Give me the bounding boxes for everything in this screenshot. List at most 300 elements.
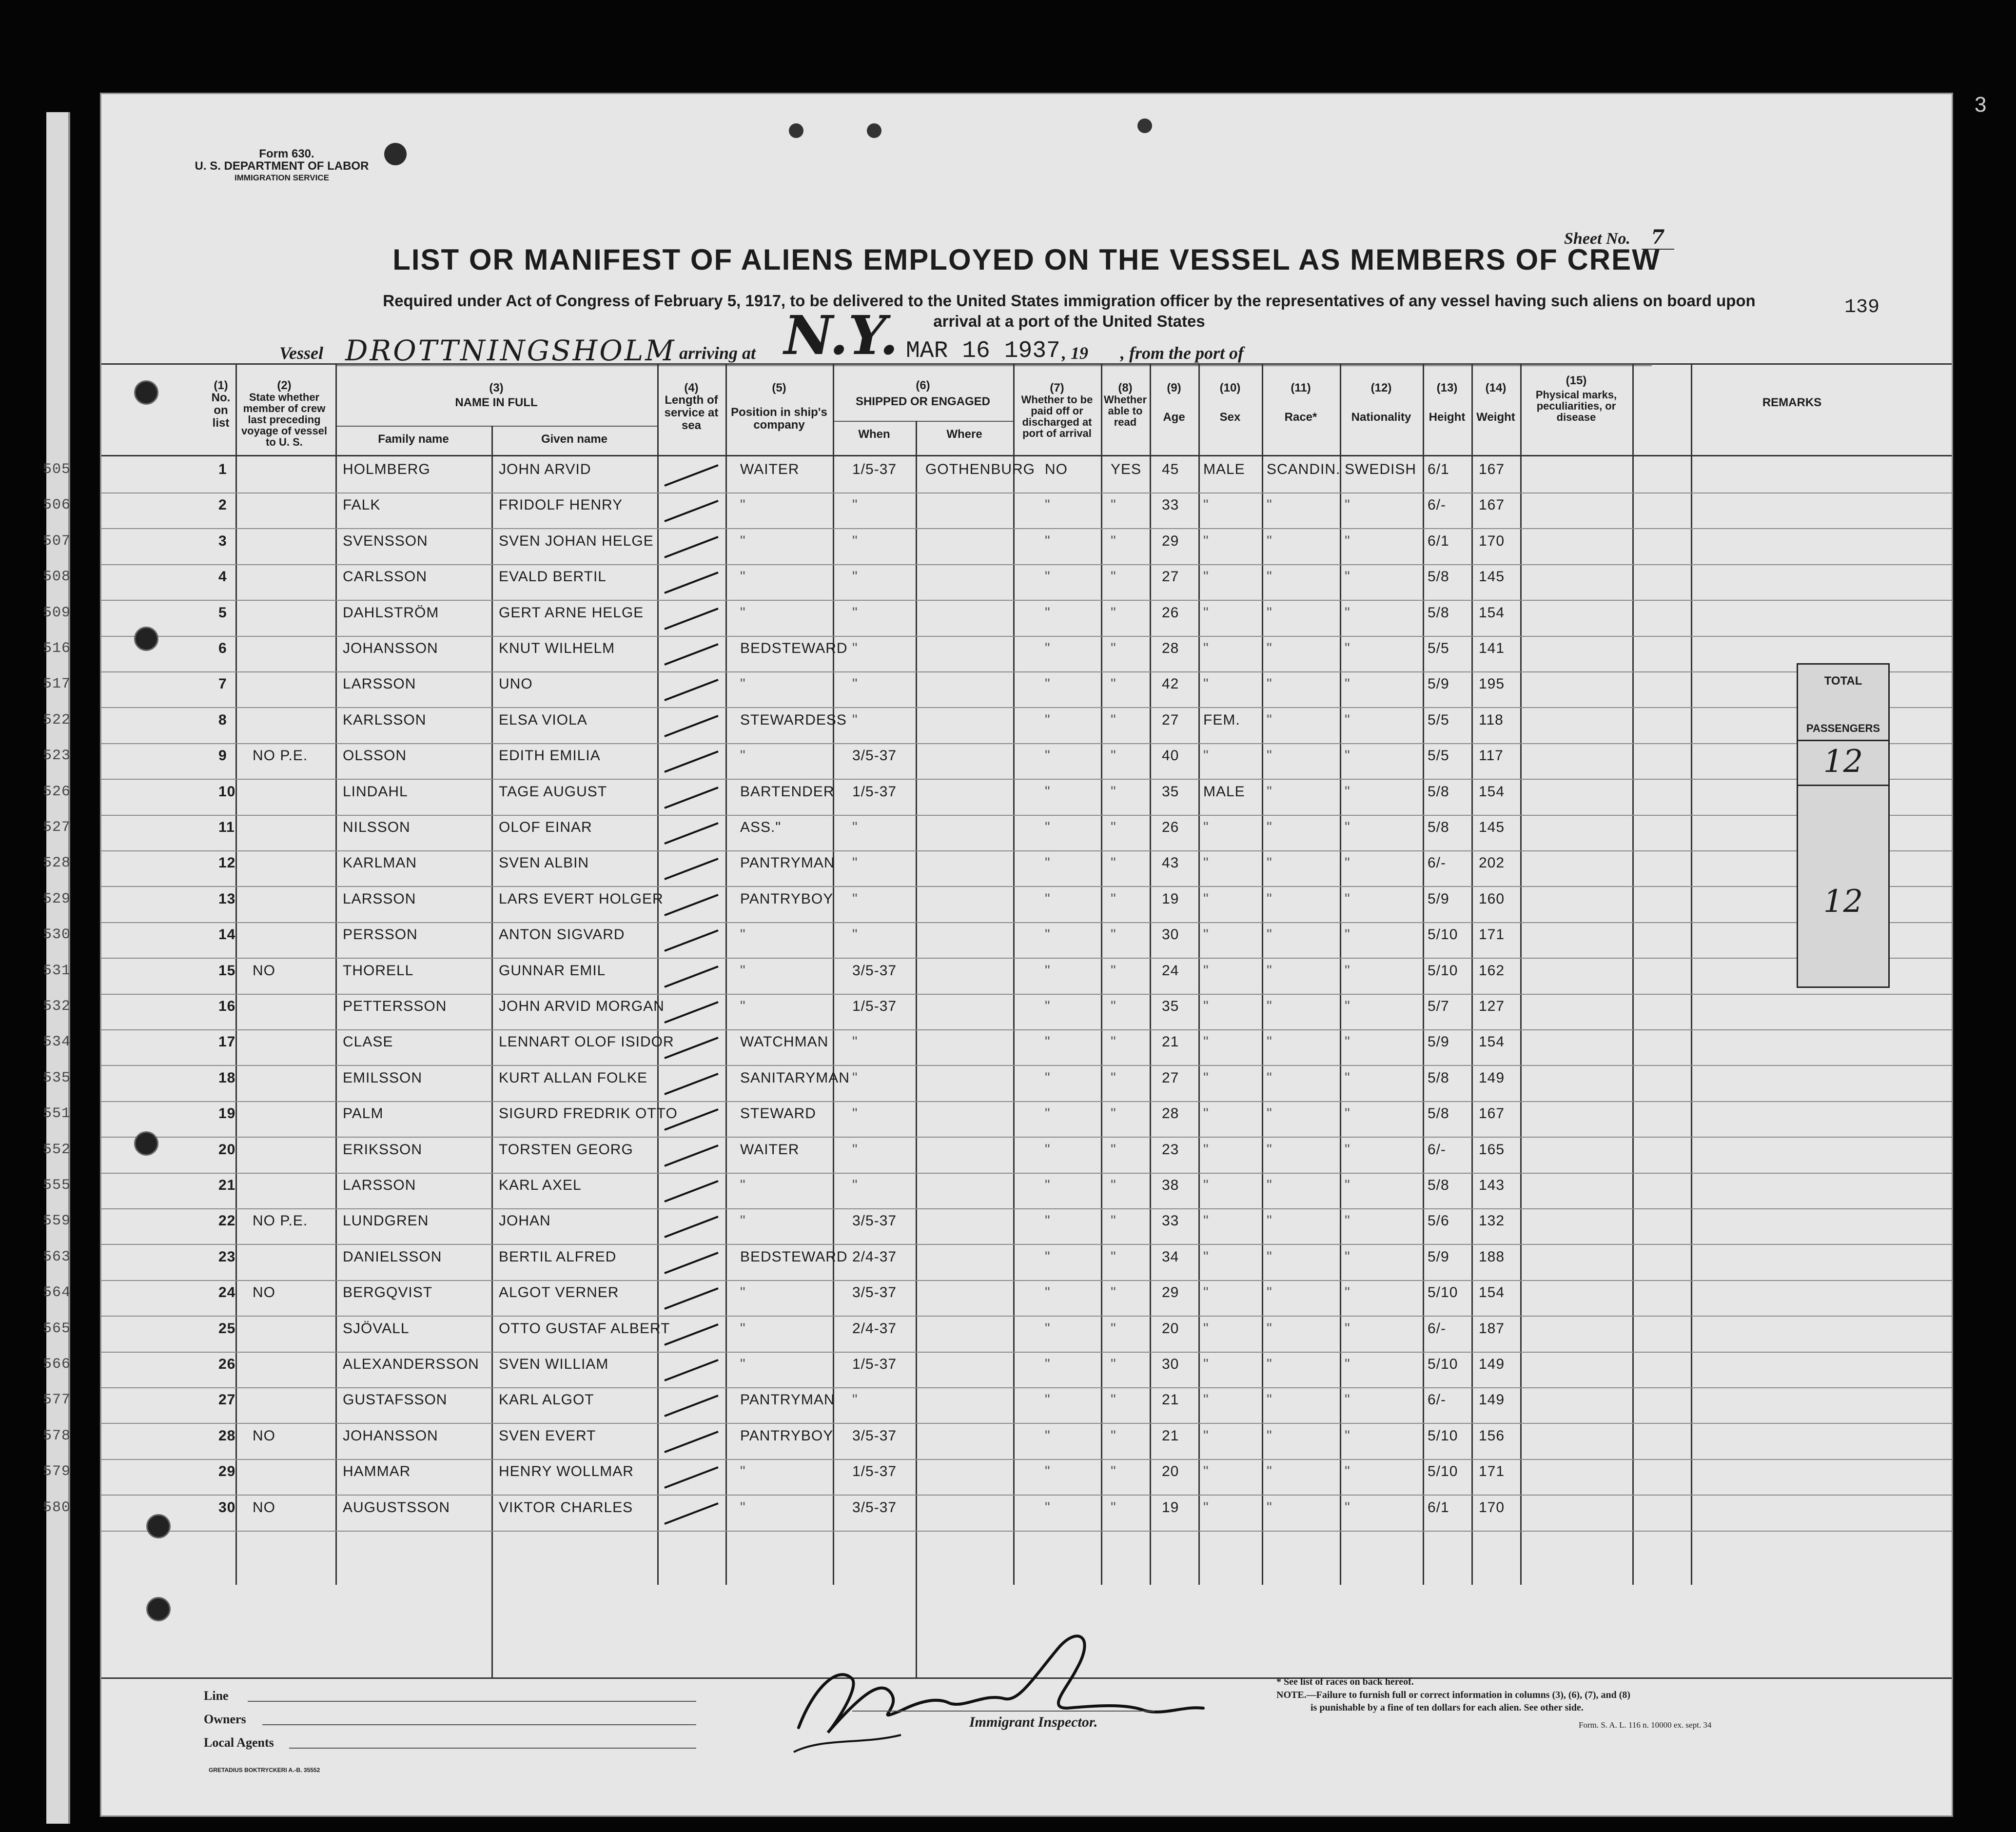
- service-name: IMMIGRATION SERVICE: [235, 173, 329, 182]
- able-to-read: ": [1111, 1141, 1116, 1158]
- table-row: [43, 959, 1952, 994]
- table-row: [43, 672, 1952, 708]
- shipped-when: ": [852, 855, 858, 871]
- col13-number: (13): [1436, 381, 1458, 394]
- given-name: KARL ALGOT: [499, 1392, 594, 1408]
- nationality: ": [1345, 1284, 1351, 1301]
- line-id: 555: [43, 1177, 71, 1194]
- nationality: ": [1345, 783, 1351, 800]
- family-name: FALK: [343, 497, 381, 513]
- position-in-company: WAITER: [740, 461, 800, 477]
- weight: 167: [1479, 1105, 1505, 1122]
- page-title: LIST OR MANIFEST OF ALIENS EMPLOYED ON THE VESSEL AS MEMBERS OF CREW: [392, 243, 1661, 276]
- family-name: CARLSSON: [343, 569, 428, 585]
- nationality: ": [1345, 1141, 1351, 1158]
- line-id: 529: [43, 890, 71, 907]
- nationality: ": [1345, 1356, 1351, 1372]
- family-name: LUNDGREN: [343, 1213, 429, 1229]
- nationality: ": [1345, 1177, 1351, 1193]
- race: ": [1267, 1320, 1272, 1337]
- paid-off: ": [1045, 1248, 1051, 1265]
- family-name: THORELL: [343, 962, 414, 979]
- position-in-company: ": [740, 1177, 746, 1193]
- table-row: [43, 1138, 1952, 1173]
- service-check-mark: [660, 1392, 723, 1421]
- sex: ": [1203, 890, 1209, 907]
- shipped-when: 1/5-37: [852, 461, 897, 477]
- age: 38: [1162, 1177, 1179, 1193]
- able-to-read: ": [1111, 1463, 1116, 1480]
- sex: ": [1203, 1284, 1209, 1301]
- given-name: ALGOT VERNER: [499, 1284, 619, 1301]
- service-check-mark: [660, 1428, 723, 1457]
- family-name: KARLMAN: [343, 855, 417, 871]
- family-name: ERIKSSON: [343, 1141, 423, 1158]
- nationality: ": [1345, 1463, 1351, 1480]
- line-id: 534: [43, 1034, 71, 1051]
- paid-off: ": [1045, 926, 1051, 943]
- age: 29: [1162, 532, 1179, 549]
- col3-number: (3): [489, 381, 504, 394]
- shipped-when: 3/5-37: [852, 962, 897, 979]
- paid-off: ": [1045, 569, 1051, 585]
- nationality: ": [1345, 1034, 1351, 1050]
- paid-off: ": [1045, 1499, 1051, 1516]
- weight: 188: [1479, 1248, 1505, 1265]
- race: ": [1267, 1213, 1272, 1229]
- race: ": [1267, 604, 1272, 621]
- height: 6/-: [1428, 855, 1447, 871]
- paid-off: ": [1045, 676, 1051, 692]
- race: ": [1267, 711, 1272, 728]
- given-name: LARS EVERT HOLGER: [499, 890, 664, 907]
- weight: 195: [1479, 676, 1505, 692]
- race: ": [1267, 1427, 1272, 1444]
- height: 5/5: [1428, 640, 1449, 656]
- family-name: EMILSSON: [343, 1069, 423, 1086]
- service-check-mark: [660, 1070, 723, 1099]
- weight: 202: [1479, 855, 1505, 871]
- table-row: [43, 565, 1952, 600]
- paid-off: ": [1045, 1356, 1051, 1372]
- service-check-mark: [660, 1249, 723, 1278]
- given-name: OTTO GUSTAF ALBERT: [499, 1320, 670, 1337]
- nationality: ": [1345, 569, 1351, 585]
- sex: ": [1203, 1248, 1209, 1265]
- col6-header: SHIPPED OR ENGAGED: [855, 395, 991, 408]
- table-row: [43, 601, 1952, 636]
- given-name: VIKTOR CHARLES: [499, 1499, 633, 1516]
- col1-number: (1): [214, 379, 228, 392]
- corner-mark: 3: [1975, 93, 1987, 117]
- shipped-when: 1/5-37: [852, 783, 897, 800]
- shipped-when: ": [852, 1105, 858, 1122]
- table-row: [43, 1102, 1952, 1137]
- col10-number: (10): [1219, 381, 1241, 394]
- family-name: LARSSON: [343, 676, 416, 692]
- table-row: [43, 529, 1952, 565]
- service-check-mark: [660, 748, 723, 777]
- given-name: SVEN JOHAN HELGE: [499, 532, 654, 549]
- nationality: ": [1345, 1105, 1351, 1122]
- race: ": [1267, 1177, 1272, 1193]
- position-in-company: ": [740, 676, 746, 692]
- given-name: KARL AXEL: [499, 1177, 582, 1193]
- line-id: 516: [43, 640, 71, 657]
- position-in-company: ": [740, 1284, 746, 1301]
- family-name: JOHANSSON: [343, 640, 438, 656]
- arriving-label: arriving at: [679, 343, 756, 363]
- list-number: 27: [218, 1392, 236, 1408]
- height: 6/1: [1428, 1499, 1449, 1516]
- race: ": [1267, 748, 1272, 764]
- height: 5/8: [1428, 819, 1449, 835]
- list-number: 17: [218, 1034, 236, 1050]
- page-subtitle-2: arrival at a port of the United States: [933, 312, 1205, 330]
- race: ": [1267, 1034, 1272, 1050]
- height: 5/8: [1428, 569, 1449, 585]
- height: 6/-: [1428, 1392, 1447, 1408]
- family-name: PERSSON: [343, 926, 418, 943]
- height: 5/8: [1428, 1105, 1449, 1122]
- sex: ": [1203, 1213, 1209, 1229]
- able-to-read: ": [1111, 497, 1116, 513]
- age: 33: [1162, 497, 1179, 513]
- list-number: 7: [218, 676, 227, 692]
- sex: ": [1203, 1320, 1209, 1337]
- able-to-read: ": [1111, 962, 1116, 979]
- weight: 149: [1479, 1392, 1505, 1408]
- weight: 170: [1479, 532, 1505, 549]
- col2-number: (2): [277, 379, 292, 392]
- line-id: 522: [43, 711, 71, 729]
- weight: 156: [1479, 1427, 1505, 1444]
- nationality: ": [1345, 855, 1351, 871]
- remarks-header: REMARKS: [1762, 396, 1822, 409]
- weight: 160: [1479, 890, 1505, 907]
- able-to-read: ": [1111, 532, 1116, 549]
- col9-header: Age: [1163, 411, 1185, 424]
- family-name: JOHANSSON: [343, 1427, 438, 1444]
- shipped-when: ": [852, 1034, 858, 1050]
- weight: 117: [1479, 748, 1504, 764]
- shipped-when: ": [852, 1069, 858, 1086]
- sex: ": [1203, 532, 1209, 549]
- race: ": [1267, 1141, 1272, 1158]
- age: 35: [1162, 998, 1179, 1014]
- family-name: SJÖVALL: [343, 1320, 410, 1337]
- from-port-label: , from the port of: [1120, 343, 1244, 363]
- family-name: LARSSON: [343, 1177, 416, 1193]
- position-in-company: PANTRYMAN: [740, 855, 835, 871]
- line-id: 527: [43, 819, 71, 836]
- given-name: EDITH EMILIA: [499, 748, 601, 764]
- line-id: 505: [43, 461, 71, 478]
- paid-off: ": [1045, 890, 1051, 907]
- line-id: 532: [43, 998, 71, 1015]
- race: ": [1267, 532, 1272, 549]
- nationality: ": [1345, 711, 1351, 728]
- nationality: ": [1345, 1392, 1351, 1408]
- list-number: 18: [218, 1069, 236, 1086]
- line-id: 566: [43, 1356, 71, 1373]
- sex: ": [1203, 640, 1209, 656]
- service-check-mark: [660, 497, 723, 526]
- age: 21: [1162, 1034, 1179, 1050]
- weight: 187: [1479, 1320, 1505, 1337]
- weight: 127: [1479, 998, 1505, 1014]
- position-in-company: ": [740, 497, 746, 513]
- race: ": [1267, 497, 1272, 513]
- service-check-mark: [660, 998, 723, 1027]
- nationality: ": [1345, 1320, 1351, 1337]
- list-number: 6: [218, 640, 227, 656]
- table-row: [43, 1066, 1952, 1102]
- list-number: 25: [218, 1320, 236, 1337]
- inspector-signature: [755, 1606, 1291, 1767]
- height: 5/10: [1428, 926, 1458, 943]
- position-in-company: WAITER: [740, 1141, 800, 1158]
- given-name: KURT ALLAN FOLKE: [499, 1069, 648, 1086]
- sex: ": [1203, 1177, 1209, 1193]
- paid-off: ": [1045, 1034, 1051, 1050]
- able-to-read: ": [1111, 890, 1116, 907]
- owners-field: [262, 1724, 696, 1725]
- table-row: [43, 457, 1952, 493]
- shipped-when: 3/5-37: [852, 1499, 897, 1516]
- list-number: 30: [218, 1499, 236, 1516]
- height: 5/9: [1428, 1034, 1449, 1050]
- weight: 162: [1479, 962, 1505, 979]
- given-name: SIGURD FREDRIK OTTO: [499, 1105, 678, 1122]
- list-number: 14: [218, 926, 236, 943]
- col15-header: Physical marks, peculiarities, or disease: [1535, 389, 1617, 423]
- nationality: ": [1345, 676, 1351, 692]
- col7-header: Whether to be paid off or discharged at port of arrival: [1021, 394, 1093, 439]
- height: 5/8: [1428, 1177, 1449, 1193]
- given-name: OLOF EINAR: [499, 819, 592, 835]
- table-row: [43, 780, 1952, 815]
- position-in-company: ": [740, 926, 746, 943]
- able-to-read: ": [1111, 1105, 1116, 1122]
- family-name: OLSSON: [343, 748, 407, 764]
- paid-off: ": [1045, 1141, 1051, 1158]
- sex: ": [1203, 926, 1209, 943]
- col4-number: (4): [684, 381, 699, 394]
- family-name: GUSTAFSSON: [343, 1392, 448, 1408]
- age: 21: [1162, 1392, 1179, 1408]
- shipped-when: ": [852, 819, 858, 835]
- col14-header: Weight: [1476, 411, 1515, 424]
- punch-mark-icon: [789, 123, 803, 138]
- line-id: 564: [43, 1284, 71, 1301]
- service-check-mark: [660, 891, 723, 920]
- service-check-mark: [660, 926, 723, 956]
- table-row: [43, 1245, 1952, 1280]
- weight: 171: [1479, 1463, 1505, 1480]
- stamp-value-bottom: 12: [1823, 884, 1863, 920]
- nationality: ": [1345, 819, 1351, 835]
- shipped-when: 1/5-37: [852, 998, 897, 1014]
- punch-mark-icon: [867, 123, 881, 138]
- line-id: 552: [43, 1141, 71, 1158]
- family-name: KARLSSON: [343, 711, 427, 728]
- given-name: JOHN ARVID: [499, 461, 591, 477]
- sex: ": [1203, 569, 1209, 585]
- position-in-company: PANTRYBOY: [740, 890, 834, 907]
- service-check-mark: [660, 1105, 723, 1135]
- family-name: DAHLSTRÖM: [343, 604, 439, 621]
- paid-off: ": [1045, 640, 1051, 656]
- race: ": [1267, 569, 1272, 585]
- list-number: 19: [218, 1105, 236, 1122]
- col14-number: (14): [1485, 381, 1507, 394]
- paid-off: ": [1045, 962, 1051, 979]
- local-agents-field: [289, 1748, 696, 1749]
- col3-header: NAME IN FULL: [455, 396, 538, 409]
- col10-header: Sex: [1219, 411, 1241, 424]
- race: ": [1267, 926, 1272, 943]
- table-row: [43, 744, 1952, 779]
- vessel-label: Vessel: [279, 343, 323, 363]
- able-to-read: YES: [1111, 461, 1142, 477]
- age: 26: [1162, 604, 1179, 621]
- arrival-date-stamp: MAR 16 1937: [906, 338, 1060, 364]
- given-name: EVALD BERTIL: [499, 569, 607, 585]
- paid-off: ": [1045, 1392, 1051, 1408]
- age: 28: [1162, 1105, 1179, 1122]
- sex: MALE: [1203, 461, 1245, 477]
- table-row: [43, 1173, 1952, 1209]
- family-name: NILSSON: [343, 819, 411, 835]
- height: 5/7: [1428, 998, 1449, 1014]
- given-name: SVEN ALBIN: [499, 855, 589, 871]
- race: ": [1267, 1392, 1272, 1408]
- col6a-header: When: [858, 428, 890, 441]
- able-to-read: ": [1111, 1284, 1116, 1301]
- position-in-company: ": [740, 1356, 746, 1372]
- table-row: [43, 815, 1952, 851]
- age: 19: [1162, 890, 1179, 907]
- table-row: [43, 1352, 1952, 1388]
- line-id: 535: [43, 1069, 71, 1086]
- department-name: U. S. DEPARTMENT OF LABOR: [195, 159, 369, 173]
- shipped-when: 2/4-37: [852, 1320, 897, 1337]
- line-id: 517: [43, 676, 71, 693]
- shipped-when: ": [852, 1392, 858, 1408]
- table-row: [43, 851, 1952, 886]
- owners-label: Owners: [204, 1712, 246, 1726]
- given-name: ANTON SIGVARD: [499, 926, 625, 943]
- given-name: KNUT WILHELM: [499, 640, 615, 656]
- col4-header: Length of service at sea: [664, 394, 719, 432]
- weight: 154: [1479, 1034, 1505, 1050]
- signature-line: [852, 1711, 1155, 1712]
- family-name: HOLMBERG: [343, 461, 431, 477]
- able-to-read: ": [1111, 998, 1116, 1014]
- weight: 149: [1479, 1069, 1505, 1086]
- age: 28: [1162, 640, 1179, 656]
- family-name: AUGUSTSSON: [343, 1499, 450, 1516]
- paid-off: ": [1045, 855, 1051, 871]
- sex: ": [1203, 1499, 1209, 1516]
- able-to-read: ": [1111, 1499, 1116, 1516]
- able-to-read: ": [1111, 783, 1116, 800]
- col5-header: Position in ship's company: [731, 406, 827, 432]
- table-row: [43, 1317, 1952, 1352]
- race: ": [1267, 998, 1272, 1014]
- able-to-read: ": [1111, 1248, 1116, 1265]
- sex: MALE: [1203, 783, 1245, 800]
- year-label: , 19: [1062, 343, 1088, 363]
- line-id: 531: [43, 962, 71, 979]
- weight: 132: [1479, 1213, 1505, 1229]
- subheader-rule: [833, 421, 1013, 422]
- able-to-read: ": [1111, 711, 1116, 728]
- table-row: [43, 493, 1952, 529]
- punch-hole: [146, 1597, 171, 1621]
- col6b-header: Where: [946, 428, 982, 441]
- service-check-mark: [660, 712, 723, 741]
- list-number: 20: [218, 1141, 236, 1158]
- shipped-when: 1/5-37: [852, 1463, 897, 1480]
- header-bottom-rule: [101, 455, 1952, 456]
- position-in-company: BEDSTEWARD: [740, 1248, 848, 1265]
- race: ": [1267, 640, 1272, 656]
- nationality: ": [1345, 1248, 1351, 1265]
- nationality: ": [1345, 532, 1351, 549]
- family-name: HAMMAR: [343, 1463, 411, 1480]
- form-code: Form. S. A. L. 116 n. 10000 ex. sept. 34: [1579, 1720, 1712, 1730]
- able-to-read: ": [1111, 1427, 1116, 1444]
- shipped-when: ": [852, 926, 858, 943]
- shipped-when: ": [852, 569, 858, 585]
- list-number: 11: [218, 819, 235, 835]
- previous-voyage: NO: [253, 1284, 275, 1301]
- service-check-mark: [660, 676, 723, 705]
- sex: ": [1203, 1069, 1209, 1086]
- table-row: [43, 923, 1952, 958]
- family-name: BERGQVIST: [343, 1284, 433, 1301]
- sheet-number: 7: [1642, 226, 1675, 250]
- paid-off: ": [1045, 1463, 1051, 1480]
- service-check-mark: [660, 1142, 723, 1171]
- family-name: DANIELSSON: [343, 1248, 442, 1265]
- sex: ": [1203, 1034, 1209, 1050]
- weight: 145: [1479, 569, 1505, 585]
- row-rule: [101, 1531, 1952, 1532]
- paid-off: ": [1045, 783, 1051, 800]
- age: 27: [1162, 711, 1179, 728]
- list-number: 22: [218, 1213, 236, 1229]
- line-id: 580: [43, 1499, 71, 1516]
- table-row: [43, 708, 1952, 744]
- line-id: 526: [43, 783, 71, 800]
- paid-off: ": [1045, 998, 1051, 1014]
- age: 20: [1162, 1463, 1179, 1480]
- shipped-when: 3/5-37: [852, 1427, 897, 1444]
- service-check-mark: [660, 855, 723, 884]
- age: 27: [1162, 1069, 1179, 1086]
- height: 6/-: [1428, 1320, 1447, 1337]
- line-id: 563: [43, 1248, 71, 1265]
- sex: ": [1203, 998, 1209, 1014]
- list-number: 28: [218, 1427, 236, 1444]
- stamp-value-top: 12: [1823, 744, 1863, 780]
- weight: 154: [1479, 783, 1505, 800]
- col7-number: (7): [1050, 381, 1064, 394]
- weight: 141: [1479, 640, 1505, 656]
